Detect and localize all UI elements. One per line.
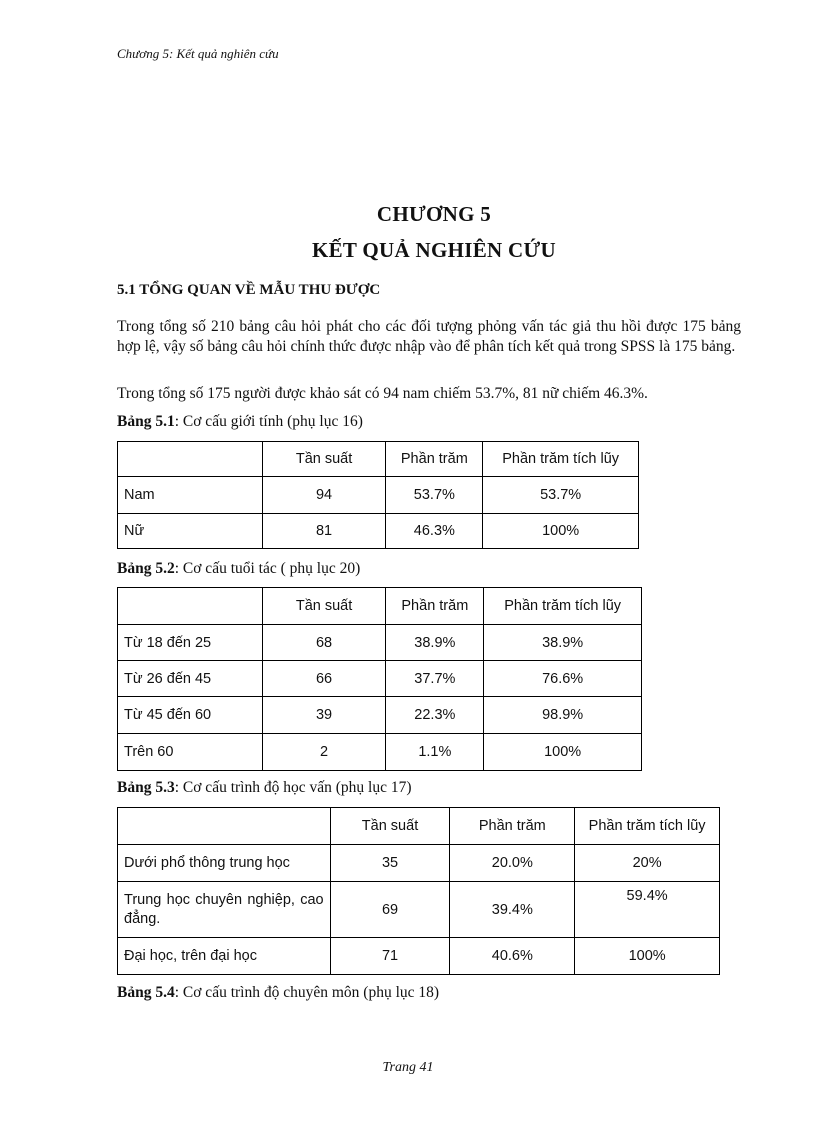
table-cell: 53.7% xyxy=(483,477,639,514)
table3-caption xyxy=(117,779,412,797)
table-cell: 1.1% xyxy=(386,734,484,771)
table-row xyxy=(118,514,639,549)
table-cell: 71 xyxy=(330,938,450,975)
table-cell: 20% xyxy=(575,845,720,882)
table2-caption xyxy=(117,560,360,578)
table-row xyxy=(118,938,720,975)
table-header-row xyxy=(118,808,720,845)
table-header-cell: Phần trăm tích lũy xyxy=(483,442,639,477)
table-cell: 98.9% xyxy=(484,697,642,734)
table-row xyxy=(118,661,642,697)
table3-caption-label: Bảng 5.3 xyxy=(117,779,175,796)
table-cell: 20.0% xyxy=(450,845,575,882)
table-cell: Dưới phổ thông trung học xyxy=(118,845,331,882)
table-cell: 46.3% xyxy=(386,514,483,549)
table-cell: 2 xyxy=(262,734,386,771)
chapter-title: KẾT QUẢ NGHIÊN CỨU xyxy=(311,238,556,262)
table-header-cell: Phần trăm tích lũy xyxy=(484,588,642,625)
table-row xyxy=(118,845,720,882)
table-header-cell: Phần trăm xyxy=(386,588,484,625)
table2-caption-text: : Cơ cấu tuổi tác ( phụ lục 20) xyxy=(174,560,361,577)
table-header-row xyxy=(118,442,639,477)
table-header-cell xyxy=(118,808,331,845)
table-cell: Từ 26 đến 45 xyxy=(118,661,263,697)
table-gender xyxy=(117,441,639,549)
table-row xyxy=(118,477,639,514)
table-cell: Trung học chuyên nghiệp, cao đẳng. xyxy=(118,882,331,938)
table-cell: 37.7% xyxy=(386,661,484,697)
running-header: Chương 5: Kết quả nghiên cứu xyxy=(117,46,279,61)
chapter-number: CHƯƠNG 5 xyxy=(376,202,492,226)
table-cell: 100% xyxy=(575,938,720,975)
table-education xyxy=(117,807,720,975)
table1-caption xyxy=(117,413,363,431)
paragraph-2: Trong tổng số 175 người được khảo sát có 94 nam chiếm 53.7%, 81 nữ chiếm 46.3%. xyxy=(117,385,648,402)
table-cell: 38.9% xyxy=(484,625,642,661)
table-row xyxy=(118,882,720,938)
table-header-cell: Phần trăm xyxy=(386,442,483,477)
table-cell: Đại học, trên đại học xyxy=(118,938,331,975)
table4-caption-label: Bảng 5.4 xyxy=(117,984,175,1001)
table-header-cell xyxy=(118,588,263,625)
table-header-cell: Tần suất xyxy=(262,588,386,625)
table2-caption-label: Bảng 5.2 xyxy=(117,560,175,577)
table-cell: 53.7% xyxy=(386,477,483,514)
table-header-cell: Phần trăm tích lũy xyxy=(575,808,720,845)
table1-caption-text: : Cơ cấu giới tính (phụ lục 16) xyxy=(174,413,363,430)
table-row xyxy=(118,625,642,661)
table-cell: Từ 45 đến 60 xyxy=(118,697,263,734)
table-cell: 39.4% xyxy=(450,882,575,938)
table-header-row xyxy=(118,588,642,625)
table-row xyxy=(118,734,642,771)
table-cell: Nam xyxy=(118,477,263,514)
table-age xyxy=(117,587,642,771)
table-header-cell xyxy=(118,442,263,477)
table1-caption-label: Bảng 5.1 xyxy=(117,413,175,430)
table-header-cell: Phần trăm xyxy=(450,808,575,845)
table4-caption-text: : Cơ cấu trình độ chuyên môn (phụ lục 18) xyxy=(174,984,440,1001)
table-cell: 76.6% xyxy=(484,661,642,697)
page-number: Trang 41 xyxy=(382,1060,434,1075)
table-cell: 40.6% xyxy=(450,938,575,975)
table-cell: 100% xyxy=(484,734,642,771)
table-cell: 68 xyxy=(262,625,386,661)
table-cell: 66 xyxy=(262,661,386,697)
table-cell: Nữ xyxy=(118,514,263,549)
section-heading: 5.1 TỔNG QUAN VỀ MẪU THU ĐƯỢC xyxy=(117,282,381,298)
table-cell: 35 xyxy=(330,845,450,882)
table-header-cell: Tần suất xyxy=(262,442,386,477)
table-cell: 81 xyxy=(262,514,386,549)
table-cell: 100% xyxy=(483,514,639,549)
table-row xyxy=(118,697,642,734)
table-cell: Từ 18 đến 25 xyxy=(118,625,263,661)
table-cell: 38.9% xyxy=(386,625,484,661)
table4-caption xyxy=(117,984,439,1002)
table-cell: 22.3% xyxy=(386,697,484,734)
table-cell: 94 xyxy=(262,477,386,514)
paragraph-1: Trong tổng số 210 bảng câu hỏi phát cho các đối tượng phỏng vấn tác giả thu hồi được 175 bảng hợp lệ, vậy số bảng câu hỏi chính thức được nhập vào để phân tích kết quả trong SPSS là 175 bảng. xyxy=(117,318,741,355)
table-cell: Trên 60 xyxy=(118,734,263,771)
table-cell: 39 xyxy=(262,697,386,734)
table-cell: 59.4% xyxy=(575,882,720,938)
table-header-cell: Tần suất xyxy=(330,808,450,845)
table3-caption-text: : Cơ cấu trình độ học vấn (phụ lục 17) xyxy=(174,779,412,796)
table-cell: 69 xyxy=(330,882,450,938)
